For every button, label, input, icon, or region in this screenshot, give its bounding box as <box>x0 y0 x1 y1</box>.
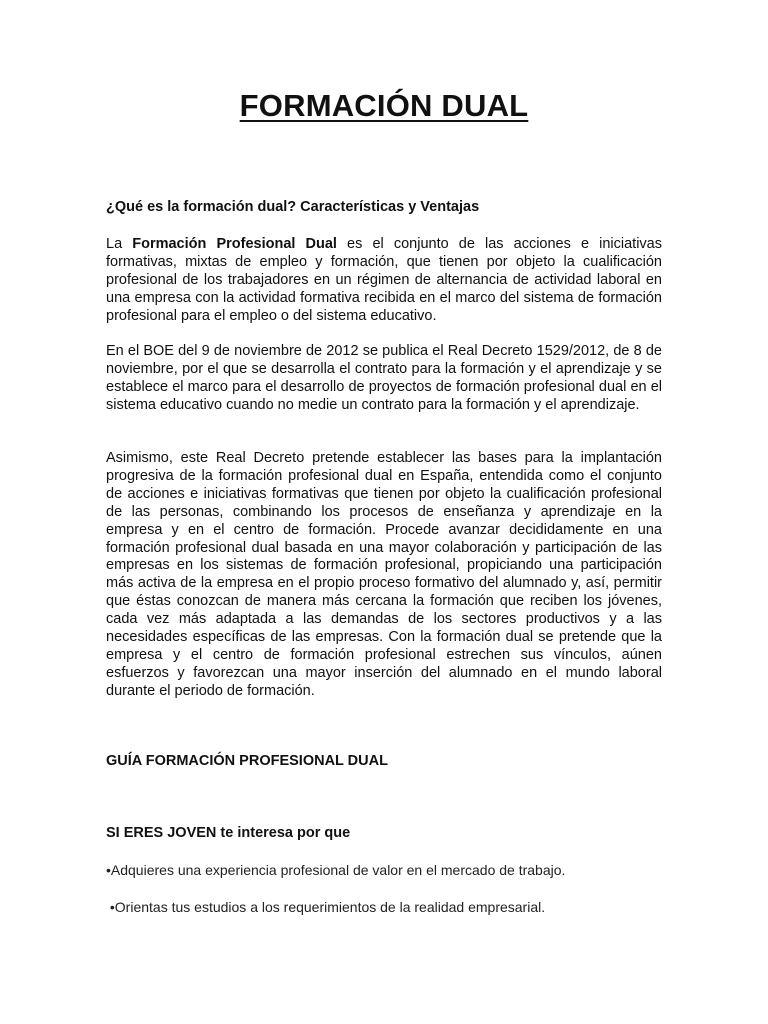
paragraph-rest-text: es el conjunto de las acciones e iniciativas formativas, mixtas de empleo y formación, que tienen por objeto la cualificación profesional de los trabajadores en un régimen de alternancia de actividad laboral en una empresa con la actividad formativa recibida en el marco del sistema de formación profesional para el empleo o del sistema educativo. <box>106 236 662 324</box>
bullet-item-orientation: •Orientas tus estudios a los requerimientos de la realidad empresarial. <box>106 899 546 915</box>
paragraph-boe: En el BOE del 9 de noviembre de 2012 se publica el Real Decreto 1529/2012, de 8 de noviembre, por el que se desarrolla el contrato para la formación y el aprendizaje y se establece el marco para el desarrollo de proyectos de formación profesional dual en el sistema educativo cuando no medie un contrato para la formación y el aprendizaje. <box>106 343 662 413</box>
bullet-item-experience: •Adquieres una experiencia profesional de valor en el mercado de trabajo. <box>106 862 566 878</box>
young-heading: SI ERES JOVEN te interesa por que <box>106 825 351 841</box>
guide-heading: GUÍA FORMACIÓN PROFESIONAL DUAL <box>106 753 388 769</box>
paragraph-lead-text: La <box>106 236 133 252</box>
paragraph-bold-term: Formación Profesional Dual <box>132 236 337 252</box>
paragraph-definition <box>106 236 662 326</box>
section-subtitle: ¿Qué es la formación dual? Características y Ventajas <box>106 199 480 215</box>
document-title: FORMACIÓN DUAL <box>239 88 529 123</box>
paragraph-asimismo: Asimismo, este Real Decreto pretende establecer las bases para la implantación progresiva de la formación profesional dual en España, entendida como el conjunto de acciones e iniciativas formativas que tienen por objeto la cualificación profesional de las personas, combinando los procesos de enseñanza y aprendizaje en la empresa y en el centro de formación. Procede avanzar decididamente en una formación profesional dual basada en una mayor colaboración y participación de las empresas en los sistemas de formación profesional, propiciando una participación más activa de la empresa en el propio proceso formativo del alumnado y, así, permitir que éstas conozcan de manera más cercana la formación que reciben los jóvenes, cada vez más adaptada a las demandas de los sectores productivos y a las necesidades específicas de las empresas. Con la formación dual se pretende que la empresa y el centro de formación profesional estrechen sus vínculos, aúnen esfuerzos y favorezcan una mayor inserción del alumnado en el mundo laboral durante el periodo de formación. <box>106 450 662 699</box>
